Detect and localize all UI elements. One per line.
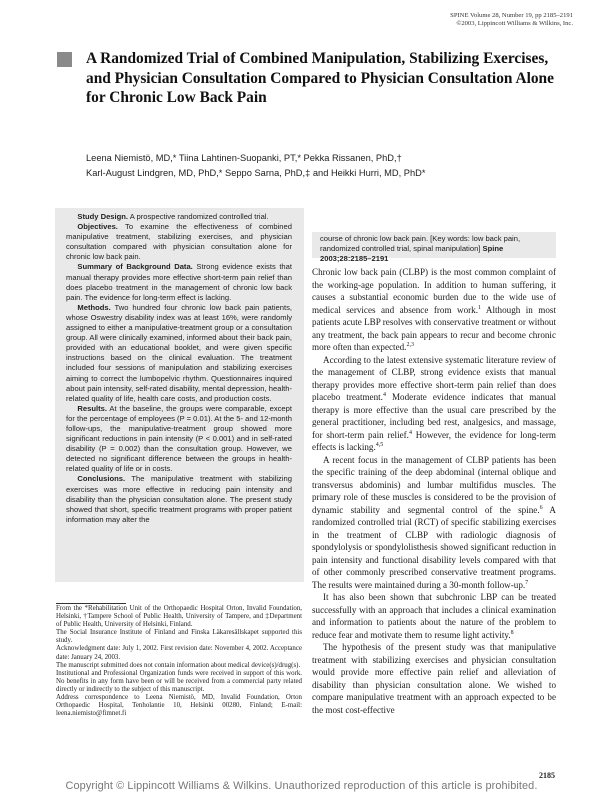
paragraph-text: According to the latest extensive systematic literature review of the management of CLBP, strong evidence exists that manual therapy provides more effective short-term pain relief than does placebo treatment. (312, 354, 556, 402)
abstract-label: Results. (77, 403, 107, 413)
footnote-divider (56, 603, 126, 604)
footnote-correspondence: Address correspondence to Leena Niemistö, MD, Invalid Foundation, Orton Orthopaedic Hospital, Tenholantie 10, Helsinki 00280, Finland; E-mail: leena.niemisto@fimnet.fi (56, 694, 302, 718)
paragraph (312, 591, 556, 641)
abstract-text: The manipulative treatment with stabilizing exercises was more effective in reducing pain intensity and disability than the physician consultation alone. The present study showed that short, specific treatment programs with proper patient information may alter the (66, 474, 292, 524)
abstract-text: Strong evidence exists that manual therapy provides more effective short-term pain relief than does placebo treatment in the management of chronic low back pain. The evidence for long-term effect is lacking. (66, 262, 292, 302)
abstract-background-data (66, 262, 292, 302)
abstract-label: Summary of Background Data. (77, 262, 193, 272)
journal-header (273, 12, 573, 28)
abstract (66, 212, 292, 525)
paragraph (312, 641, 556, 716)
paragraph (312, 266, 556, 354)
paragraph-text: Moderate evidence indicates that manual therapy is more effective than the usual care prescribed by the general practitioner, including bed rest, analgesics, and massage, for short-term pain relief. (312, 392, 556, 440)
abstract-text: Two hundred four chronic low back pain patients, whose Oswestry disability index was at least 16%, were randomly assigned to either a manipulative-treatment group or a consultation group. All were clinically examined, informed about their back pain, provided with an educational booklet, and were given specific instructions based on the clinical evaluation. The treatment included four sessions of manipulation and stabilizing exercises aiming to correct the lumbopelvic rhythm. Questionnaires inquired about pain intensity, self-rated disability, mental depression, health-related quality of life, health care costs, and production costs. (66, 302, 292, 403)
paragraph-text: The hypothesis of the present study was that manipulative treatment with stabilizing exercises and physician consultation would provide more effective pain relief and alleviation of disability than physician consultation alone. We wished to compare manipulative treatment with an approach expected to be the most cost-effective (312, 642, 556, 715)
abstract-text: To examine the effectiveness of combined manipulative treatment, stabilizing exercises, and physician consultation compared with physician consultation alone for chronic low back pain. (66, 222, 292, 262)
citation-ref: 2,3 (406, 341, 414, 348)
citation-ref: 4 (382, 391, 386, 398)
page-number: 2185 (539, 771, 555, 780)
paragraph (312, 454, 556, 592)
paragraph-text: A randomized controlled trial (RCT) of specific stabilizing exercises in the treatment of CLBP with radiologic diagnosis of spondylolysis or spondylolisthesis showed significant reduction in pain intensity and functional disability levels compared with that of other commonly prescribed conservative treatment programs. The results were maintained during a 30-month follow-up. (312, 504, 556, 590)
citation-ref: 1 (477, 304, 481, 311)
abstract-text: A prospective randomized controlled trial. (129, 212, 269, 221)
abstract-label: Study Design. (77, 212, 129, 221)
citation-ref: 4,5 (375, 441, 384, 448)
footnote-dates: Acknowledgment date: July 1, 2002. First revision date: November 4, 2002. Acceptance date: January 24, 2003. (56, 645, 302, 661)
title-marker-square (57, 52, 72, 67)
paragraph (312, 354, 556, 454)
body-text (312, 266, 556, 716)
abstract-label: Methods. (77, 302, 111, 312)
abstract-objectives (66, 222, 292, 262)
abstract-label: Conclusions. (77, 474, 126, 484)
footnote-benefits: Institutional and Professional Organization funds were received in support of this work. No benefits in any form have been or will be received from a commercial party related directly or indirectly to the subject of this manuscript. (56, 669, 302, 693)
paragraph-text: However, the evidence for long-term effects is lacking. (312, 429, 556, 452)
footnotes (56, 605, 302, 718)
journal-citation: SPINE Volume 28, Number 19, pp 2185–2191 (450, 12, 573, 19)
abstract-conclusions (66, 474, 292, 524)
citation-ref: 7 (525, 579, 529, 586)
footnote-affiliation: From the *Rehabilitation Unit of the Orthopaedic Hospital Orton, Invalid Foundation, Helsinki, †Tampere School of Public Health, University of Tampere, and ‡Department of Public Health, University of Helsinki, Finland. (56, 605, 302, 629)
author-line: Karl-August Lindgren, MD, PhD,* Seppo Sarna, PhD,‡ and Heikki Hurri, MD, PhD* (86, 167, 426, 178)
citation-ref: 4 (408, 429, 412, 436)
paragraph-text: It has also been shown that subchronic LBP can be treated successfully with an approach that includes a clinical examination and information to patients about the nature of the problem to reduce fear and motivate them to resume light activity. (312, 592, 556, 640)
citation-ref: 6 (539, 504, 543, 511)
keywords-text: course of chronic low back pain. [Key words: low back pain, randomized controlled trial, spinal manipulation] (320, 234, 521, 254)
paragraph-text: A recent focus in the management of CLBP patients has been the specific training of the deep abdominal (internal oblique and transversus abdominis) and lumbar multifidus muscles. The primary role of these muscles is considered to be the provision of dynamic stability and segmental control of the spine. (312, 454, 556, 515)
paragraph-text: Chronic low back pain (CLBP) is the most common complaint of the working-age population. In addition to human suffering, it causes a substantial economic burden due to the wide use of medical services and absence from work. (312, 267, 556, 315)
abstract-results (66, 404, 292, 475)
journal-reference: Spine 2003;28:2185–2191 (320, 244, 504, 264)
author-line: Leena Niemistö, MD,* Tiina Lahtinen-Suopanki, PT,* Pekka Rissanen, PhD,† (86, 153, 402, 163)
article-title: A Randomized Trial of Combined Manipulation, Stabilizing Exercises, and Physician Consultation Compared to Physician Consultation Alone for Chronic Low Back Pain (86, 50, 554, 107)
footnote-funding: The Social Insurance Institute of Finland and Finska Läkaresällskapet supported this study. (56, 629, 302, 645)
abstract-design (66, 212, 292, 222)
journal-copyright: ©2003, Lippincott Williams & Wilkins, Inc. (456, 20, 573, 28)
citation-ref: 8 (510, 629, 514, 636)
abstract-text: At the baseline, the groups were comparable, except for the percentage of employees (P = 0.01). At the 5- and 12-month follow-ups, the manipulative-treatment group showed more significant reductions in pain intensity (P < 0.001) and in self-rated disability (P = 0.002) than the consultation group. However, we detected no significant difference between the groups in health-related quality of life or in costs. (66, 403, 292, 474)
footnote-device: The manuscript submitted does not contain information about medical device(s)/drug(s). (56, 661, 301, 669)
paragraph-text: Although in most patients acute LBP resolves with conservative treatment or without any treatment, the back pain appears to recur and become chronic more often than expected. (312, 304, 556, 352)
abstract-label: Objectives. (77, 222, 118, 232)
abstract-methods (66, 303, 292, 404)
copyright-notice: Copyright © Lippincott Williams & Wilkins. Unauthorized reproduction of this article is prohibited. (65, 780, 538, 792)
keywords (320, 234, 552, 264)
author-list (86, 151, 566, 180)
